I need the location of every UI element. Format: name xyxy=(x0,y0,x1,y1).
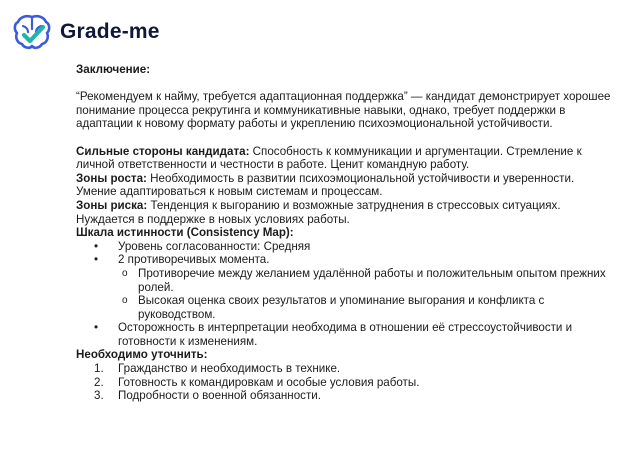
conclusion-text: “Рекомендуем к найму, требуется адаптационная поддержка” — кандидат демонстрирует хорошее понимание процесса рекрутинга и коммуникативные навыки, однако, требует поддержки в адаптации к новому формату работы и укреплению психоэмоциональной устойчивости. xyxy=(76,90,611,131)
risks-paragraph xyxy=(76,199,616,226)
list-item-text: 2 противоречивых момента. xyxy=(118,253,270,267)
app-header xyxy=(12,10,160,54)
consistency-heading: Шкала истинности (Consistency Map): xyxy=(76,226,294,240)
list-number: 2. xyxy=(94,375,104,389)
strengths-paragraph xyxy=(76,145,616,172)
list-item xyxy=(76,362,616,376)
growth-paragraph xyxy=(76,172,616,199)
brand-name: Grade-me xyxy=(60,20,160,43)
list-item xyxy=(76,389,616,403)
contradictions-sublist xyxy=(76,267,616,321)
list-number: 1. xyxy=(94,362,104,376)
conclusion-heading: Заключение: xyxy=(76,63,151,76)
strengths-label: Сильные стороны кандидата: xyxy=(76,144,250,158)
list-item: • Осторожность в интерпретации необходима в отношении её стрессоустойчивости и готовности к изменениям. xyxy=(76,321,616,348)
strengths-text: Способность к коммуникации и аргументации. Стремление к личной ответственности и честности в работе. Ценит командную работу. xyxy=(76,144,582,172)
clarify-list xyxy=(76,362,616,403)
brain-check-logo-icon xyxy=(12,12,52,52)
list-item: • Уровень согласованности: Средняя xyxy=(76,240,616,254)
consistency-list-cont xyxy=(76,321,616,348)
growth-text: Необходимость в развитии психоэмоциональной устойчивости и уверенности. Умение адаптироваться к новым системам и процессам. xyxy=(76,171,575,199)
list-item-text: Готовность к командировкам и особые условия работы. xyxy=(118,375,420,389)
growth-label: Зоны роста: xyxy=(76,171,147,185)
risks-label: Зоны риска: xyxy=(76,198,148,212)
list-item-text: Гражданство и необходимость в технике. xyxy=(118,362,341,376)
report-body xyxy=(76,63,616,403)
clarify-heading: Необходимо уточнить: xyxy=(76,348,208,362)
sublist-item: o Высокая оценка своих результатов и упоминание выгорания и конфликта с руководством. xyxy=(76,294,616,321)
consistency-list xyxy=(76,240,616,267)
sublist-item: o Противоречие между желанием удалённой работы и положительным опытом прежних ролей. xyxy=(76,267,616,294)
list-item-text: Подробности о военной обязанности. xyxy=(118,389,321,403)
list-item xyxy=(76,253,616,267)
list-number: 3. xyxy=(94,389,104,403)
list-item xyxy=(76,376,616,390)
risks-text: Тенденция к выгоранию и возможные затруднения в стрессовых ситуациях. Нуждается в поддержке в новых условиях работы. xyxy=(76,198,561,226)
